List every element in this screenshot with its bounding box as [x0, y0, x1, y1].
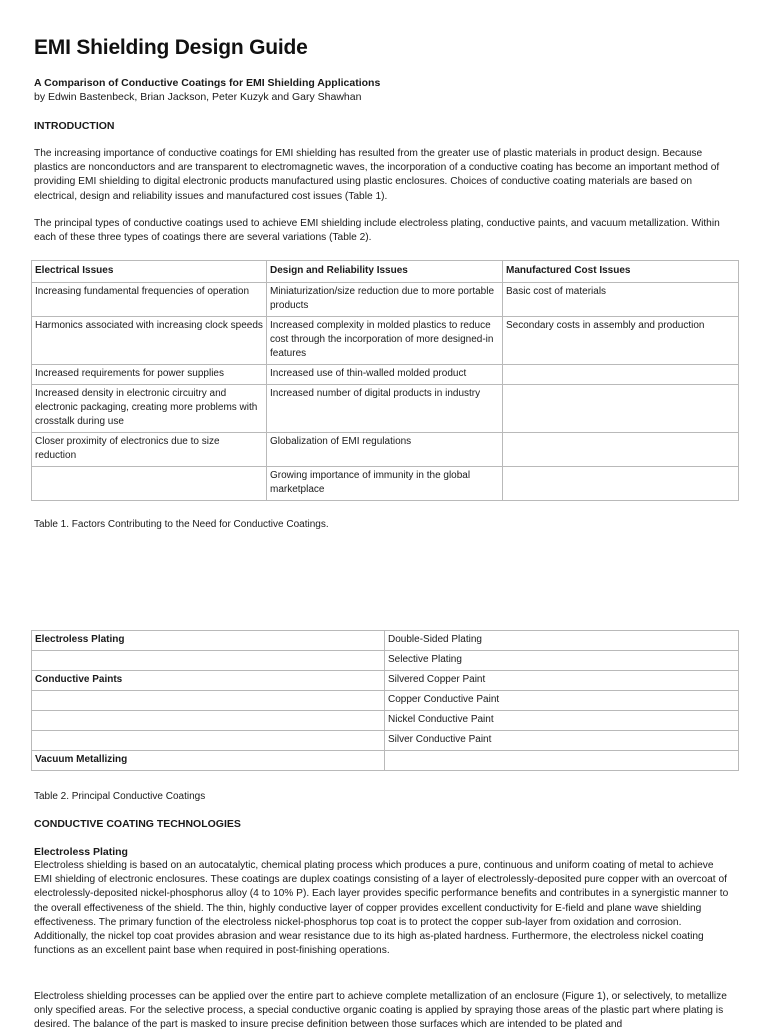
- article-subtitle: A Comparison of Conductive Coatings for EMI Shielding Applications: [34, 77, 381, 89]
- table-cell: Selective Plating: [385, 651, 739, 671]
- table-cell: Increased requirements for power supplies: [32, 365, 267, 385]
- table-1-caption: Table 1. Factors Contributing to the Need for Conductive Coatings.: [34, 519, 329, 530]
- table-cell: [32, 711, 385, 731]
- table-2-caption: Table 2. Principal Conductive Coatings: [34, 791, 206, 802]
- article-authors: by Edwin Bastenbeck, Brian Jackson, Peter Kuzyk and Gary Shawhan: [34, 91, 362, 103]
- table-cell: Closer proximity of electronics due to size reduction: [32, 433, 267, 467]
- table-cell: [503, 365, 739, 385]
- table-cell: Nickel Conductive Paint: [385, 711, 739, 731]
- table-row: [32, 365, 739, 385]
- intro-paragraph-2: The principal types of conductive coatings used to achieve EMI shielding include electroless plating, conductive paints, and vacuum metallization. Within each of these three types of coatings there are several variations (Table 2).: [34, 218, 720, 244]
- table-cell: [32, 651, 385, 671]
- table-row: [32, 631, 739, 651]
- table-1-col-header: Manufactured Cost Issues: [503, 261, 739, 283]
- table-cell: Globalization of EMI regulations: [267, 433, 503, 467]
- table-1-col-header: Design and Reliability Issues: [267, 261, 503, 283]
- table-cell: [32, 467, 267, 501]
- table-cell: Copper Conductive Paint: [385, 691, 739, 711]
- table-row: [32, 283, 739, 317]
- table-cell: Harmonics associated with increasing clock speeds: [32, 317, 267, 365]
- table-cell: Increased complexity in molded plastics to reduce cost through the incorporation of more designed-in features: [267, 317, 503, 365]
- table-cell: Vacuum Metallizing: [32, 751, 385, 771]
- table-cell: Silver Conductive Paint: [385, 731, 739, 751]
- table-row: [32, 711, 739, 731]
- table-cell: [503, 433, 739, 467]
- table-cell: Silvered Copper Paint: [385, 671, 739, 691]
- table-cell: Double-Sided Plating: [385, 631, 739, 651]
- technologies-paragraph-1: Electroless shielding is based on an autocatalytic, chemical plating process which produces a pure, continuous and uniform coating of metal to achieve EMI shielding of electronic enclosures. These coatings are duplex coatings consisting of a layer of electrolessly-deposited pure copper with an overcoat of electrolessly-deposited nickel-phosphorus alloy (4 to 10% P). Each layer provides specific performance benefits and contributes in a synergistic manner to the overall effectiveness of the shield. The thin, highly conductive layer of copper provides excellent conductivity for E-field and plane wave shielding effectiveness. The primary function of the electroless nickel-phosphorus top coat is to protect the copper sub-layer from oxidation and corrosion. Additionally, the nickel top coat provides abrasion and wear resistance due to its high as-plated hardness. Furthermore, the electroless nickel coating functions as an excellent paint base when required in post-finishing operations.: [34, 860, 729, 957]
- table-cell: Secondary costs in assembly and production: [503, 317, 739, 365]
- table-cell: Electroless Plating: [32, 631, 385, 651]
- heading-introduction: INTRODUCTION: [34, 120, 115, 132]
- table-row: [32, 691, 739, 711]
- table-cell: [385, 751, 739, 771]
- heading-technologies: CONDUCTIVE COATING TECHNOLOGIES: [34, 818, 241, 830]
- technologies-paragraph-2: Electroless shielding processes can be applied over the entire part to achieve complete metallization of an enclosure (Figure 1), or selectively, to metallize only specified areas. For the selective process, a special conductive organic coating is applied by spraying those areas of the plastic part where plating is desired. The balance of the part is masked to insure precise definition between those surfaces which are intended to be plated and: [34, 991, 727, 1031]
- table-cell: Increasing fundamental frequencies of operation: [32, 283, 267, 317]
- table-cell: Increased density in electronic circuitry and electronic packaging, creating more problems with crosstalk during use: [32, 385, 267, 433]
- page-title: EMI Shielding Design Guide: [34, 36, 308, 59]
- table-1-col-header: Electrical Issues: [32, 261, 267, 283]
- table-row: [32, 467, 739, 501]
- table-cell: [503, 385, 739, 433]
- table-cell: Miniaturization/size reduction due to more portable products: [267, 283, 503, 317]
- table-row: [32, 751, 739, 771]
- table-row: [32, 317, 739, 365]
- table-cell: [503, 467, 739, 501]
- table-cell: Increased number of digital products in industry: [267, 385, 503, 433]
- table-row: [32, 651, 739, 671]
- table-cell: Basic cost of materials: [503, 283, 739, 317]
- table-row: [32, 671, 739, 691]
- intro-paragraph-1: The increasing importance of conductive coatings for EMI shielding has resulted from the greater use of plastic materials in product design. Because plastics are nonconductors and are transparent to electromagnetic waves, the incorporation of a conductive coating has become an important method of providing EMI shielding to digital electronic products manufactured using plastic enclosures. Choices of conductive coating materials are based on electrical, design and reliability issues and manufactured cost issues (Table 1).: [34, 148, 720, 202]
- table-cell: [32, 691, 385, 711]
- table-cell: Growing importance of immunity in the global marketplace: [267, 467, 503, 501]
- table-1-header-row: [32, 261, 739, 283]
- table-cell: Increased use of thin-walled molded product: [267, 365, 503, 385]
- table-1-factors: [31, 260, 739, 501]
- subheading-electroless-plating: Electroless Plating: [34, 846, 128, 858]
- table-2-coatings: [31, 630, 739, 771]
- table-cell: [32, 731, 385, 751]
- table-row: [32, 385, 739, 433]
- table-row: [32, 433, 739, 467]
- table-row: [32, 731, 739, 751]
- table-cell: Conductive Paints: [32, 671, 385, 691]
